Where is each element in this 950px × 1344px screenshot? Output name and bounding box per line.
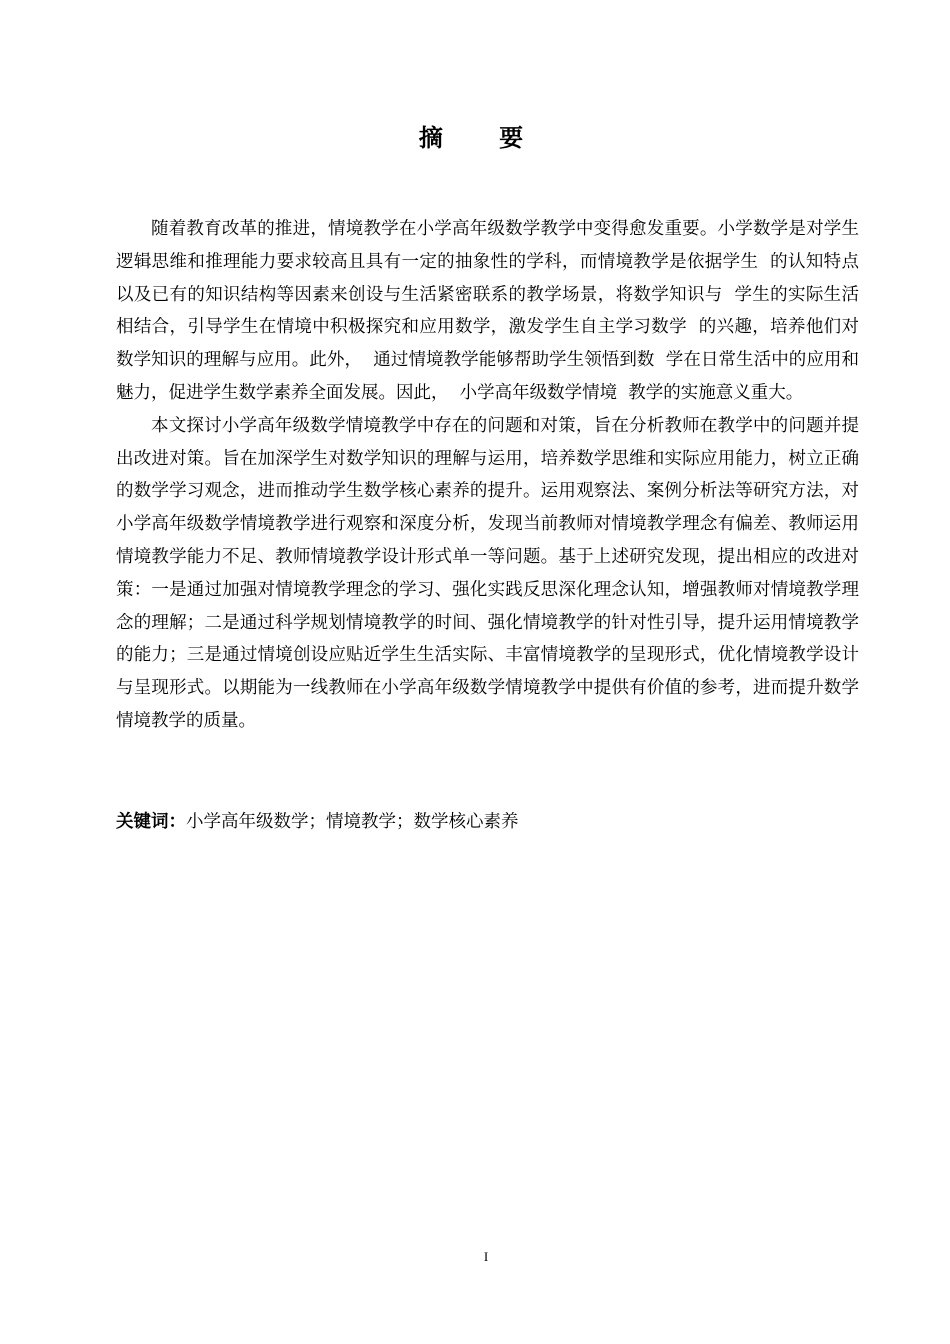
abstract-body <box>116 213 859 738</box>
keywords-label: 关键词： <box>116 812 186 832</box>
abstract-paragraph-1: 随着教育改革的推进，情境教学在小学高年级数学教学中变得愈发重要。小学数学是对学生逻辑思维和推理能力要求较高且具有一定的抽象性的学科，而情境教学是依据学生 的认知特点以及已有的知识结构等因素来创设与生活紧密联系的教学场景，将数学知识与 学生的实际生活相结合，引导学生在情境中积极探究和应用数学，激发学生自主学习数学 的兴趣，培养他们对数学知识的理解与应用。此外， 通过情境教学能够帮助学生领悟到数 学在日常生活中的应用和魅力，促进学生数学素养全面发展。因此， 小学高年级数学情境 教学的实施意义重大。 <box>116 219 859 403</box>
abstract-title: 摘 要 <box>418 124 548 152</box>
abstract-paragraph-2: 本文探讨小学高年级数学情境教学中存在的问题和对策，旨在分析教师在教学中的问题并提出改进对策。旨在加深学生对数学知识的理解与运用，培养数学思维和实际应用能力，树立正确的数学学习观念，进而推动学生数学核心素养的提升。运用观察法、案例分析法等研究方法，对小学高年级数学情境教学进行观察和深度分析，发现当前教师对情境教学理念有偏差、教师运用情境教学能力不足、教师情境教学设计形式单一等问题。基于上述研究发现，提出相应的改进对策：一是通过加强对情境教学理念的学习、强化实践反思深化理念认知，增强教师对情境教学理念的理解；二是通过科学规划情境教学的时间、强化情境教学的针对性引导，提升运用情境教学的能力；三是通过情境创设应贴近学生生活实际、丰富情境教学的呈现形式，优化情境教学设计与呈现形式。以期能为一线教师在小学高年级数学情境教学中提供有价值的参考，进而提升数学情境教学的质量。 <box>116 415 859 731</box>
page-number: I <box>483 1249 489 1264</box>
keywords-value: 小学高年级数学；情境教学；数学核心素养 <box>186 812 519 832</box>
keywords-line <box>116 806 859 838</box>
